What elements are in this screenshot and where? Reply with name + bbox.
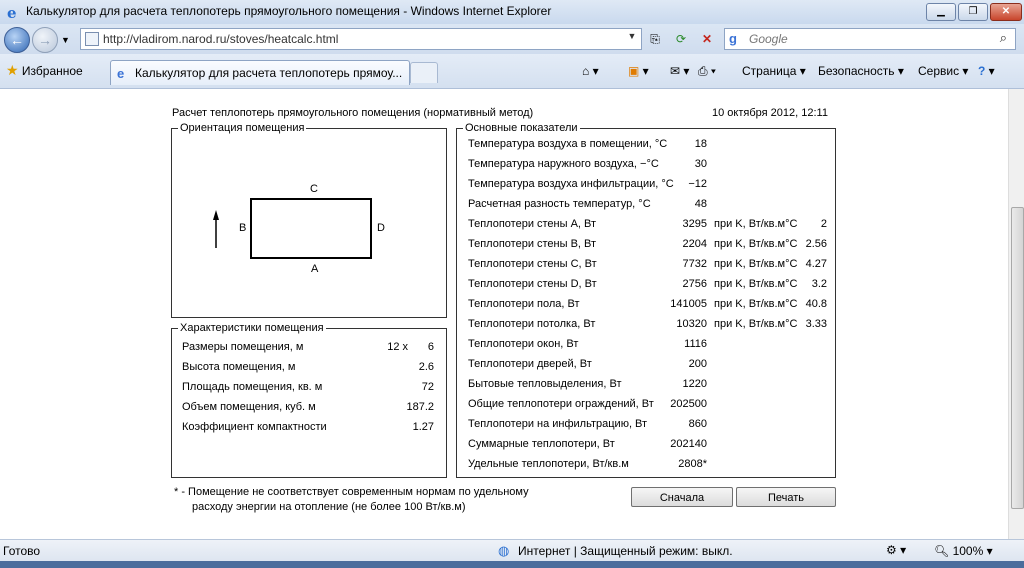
indicator-value: 860 <box>688 418 707 430</box>
url-text[interactable]: http://vladirom.narod.ru/stoves/heatcalc.html <box>103 32 339 46</box>
back-arrow-icon: ← <box>10 32 24 48</box>
indicator-value: 1220 <box>682 378 707 390</box>
indicator-value: 48 <box>694 198 707 210</box>
taskbar-strip <box>0 561 1024 568</box>
status-bar <box>0 539 1024 562</box>
history-dropdown-icon[interactable]: ▼ <box>61 35 70 45</box>
forward-arrow-icon: → <box>38 32 52 48</box>
k-coefficient-label: при K, Вт/кв.м°С <box>714 238 798 250</box>
indicator-label: Удельные теплопотери, Вт/кв.м <box>468 458 629 470</box>
k-coefficient-value: 4.27 <box>805 258 827 270</box>
orientation-legend: Ориентация помещения <box>180 122 305 134</box>
indicator-label: Бытовые тепловыделения, Вт <box>468 378 622 390</box>
indicator-label: Теплопотери дверей, Вт <box>468 358 592 370</box>
indicator-value: 200 <box>688 358 707 370</box>
k-coefficient-value: 3.2 <box>811 278 827 290</box>
maximize-button[interactable]: ❐ <box>958 3 988 21</box>
room-area-label: Площадь помещения, кв. м <box>182 381 323 393</box>
indicator-value: 202140 <box>670 438 707 450</box>
room-area-value: 72 <box>421 381 434 393</box>
orientation-diagram <box>205 180 395 280</box>
zoom-control[interactable]: 🔍︎ 100% ▾ <box>934 544 993 558</box>
new-tab-button[interactable] <box>410 62 438 83</box>
document-date: 10 октября 2012, 12:11 <box>712 107 828 119</box>
indicator-label: Суммарные теплопотери, Вт <box>468 438 615 450</box>
k-coefficient-value: 2.56 <box>805 238 827 250</box>
help-icon[interactable]: ? ▾ <box>978 64 995 78</box>
indicator-label: Общие теплопотери ограждений, Вт <box>468 398 654 410</box>
globe-icon: ◍ <box>498 543 510 558</box>
address-toolbar <box>0 24 1024 54</box>
document-title: Расчет теплопотерь прямоугольного помещения (нормативный метод) <box>172 107 534 119</box>
page-icon <box>85 32 99 46</box>
print-button[interactable]: Печать <box>736 487 836 507</box>
tab-toolbar <box>0 54 1024 89</box>
active-tab[interactable] <box>110 60 410 85</box>
k-coefficient-label: при K, Вт/кв.м°С <box>714 278 798 290</box>
window-title-bar <box>0 0 1024 25</box>
indicator-label: Теплопотери потолка, Вт <box>468 318 596 330</box>
refresh-icon[interactable]: ⟳ <box>675 32 687 46</box>
indicator-value: 1116 <box>684 338 707 350</box>
restart-button[interactable]: Сначала <box>631 487 733 507</box>
indicator-value: 202500 <box>670 398 707 410</box>
tab-title: Калькулятор для расчета теплопотерь прямоу... <box>135 66 403 80</box>
indicator-label: Теплопотери окон, Вт <box>468 338 579 350</box>
page-menu[interactable]: Страница ▾ <box>742 64 806 78</box>
minimize-button[interactable]: ▁ <box>926 3 956 21</box>
k-coefficient-value: 2 <box>820 218 827 230</box>
favorites-button[interactable] <box>6 62 83 79</box>
room-volume-value: 187.2 <box>406 401 434 413</box>
service-menu[interactable]: Сервис ▾ <box>918 64 969 78</box>
compactness-value: 1.27 <box>412 421 434 433</box>
indicator-label: Теплопотери стены B, Вт <box>468 238 597 250</box>
room-length-value: 12 x <box>387 341 408 353</box>
address-dropdown-icon[interactable]: ▼ <box>627 31 637 41</box>
k-coefficient-value: 40.8 <box>805 298 827 310</box>
ie-logo-icon <box>6 4 22 20</box>
indicator-label: Теплопотери пола, Вт <box>468 298 580 310</box>
indicator-label: Расчетная разность температур, °С <box>468 198 651 210</box>
indicator-value: −12 <box>688 178 707 190</box>
svg-text:e: e <box>7 4 17 20</box>
k-coefficient-value: 3.33 <box>805 318 827 330</box>
indicator-value: 3295 <box>682 218 707 230</box>
safety-menu[interactable]: Безопасность ▾ <box>818 64 904 78</box>
rss-feed-icon[interactable]: ▣ ▾ <box>628 64 649 78</box>
indicator-value: 2204 <box>682 238 707 250</box>
favorites-star-icon: ★ <box>6 62 19 78</box>
north-arrow-icon <box>213 210 219 220</box>
indicator-value: 18 <box>694 138 707 150</box>
side-a-label: A <box>311 263 319 275</box>
vertical-scrollbar[interactable] <box>1008 89 1024 539</box>
indicator-value: 2756 <box>682 278 707 290</box>
address-bar[interactable] <box>80 28 642 50</box>
indicator-value: 7732 <box>682 258 707 270</box>
room-width-value: 6 <box>427 341 434 353</box>
back-button[interactable] <box>4 27 30 53</box>
indicator-value: 30 <box>694 158 707 170</box>
footnote-line-2: расходу энергии на отопление (не более 100 Вт/кв.м) <box>192 501 466 513</box>
scrollbar-thumb[interactable] <box>1011 207 1024 509</box>
side-c-label: C <box>310 183 318 195</box>
footnote-line-1: * - Помещение не соответствует современным нормам по удельному <box>174 486 529 498</box>
search-placeholder[interactable]: Google <box>749 32 788 46</box>
k-coefficient-label: при K, Вт/кв.м°С <box>714 298 798 310</box>
search-icon[interactable]: ⌕ <box>999 30 1007 45</box>
room-height-label: Высота помещения, м <box>182 361 296 373</box>
zoom-level: 100% <box>952 544 984 558</box>
forward-button[interactable] <box>32 27 58 53</box>
side-b-label: B <box>239 222 247 234</box>
k-coefficient-label: при K, Вт/кв.м°С <box>714 258 798 270</box>
indicator-label: Теплопотери стены A, Вт <box>468 218 597 230</box>
indicator-label: Температура наружного воздуха, −°С <box>468 158 659 170</box>
indicators-legend: Основные показатели <box>465 122 578 134</box>
indicator-value: 2808* <box>678 458 707 470</box>
room-height-value: 2.6 <box>418 361 434 373</box>
indicator-label: Температура воздуха инфильтрации, °С <box>468 178 674 190</box>
room-volume-label: Объем помещения, куб. м <box>182 401 316 413</box>
k-coefficient-label: при K, Вт/кв.м°С <box>714 218 798 230</box>
tab-ie-icon: e <box>117 66 125 81</box>
mail-icon[interactable]: ✉ ▾ <box>670 64 690 78</box>
favorites-label: Избранное <box>21 64 83 78</box>
indicator-label: Теплопотери на инфильтрацию, Вт <box>468 418 648 430</box>
indicator-label: Температура воздуха в помещении, °С <box>468 138 668 150</box>
room-dimensions-label: Размеры помещения, м <box>182 341 304 353</box>
print-icon[interactable]: ⎙ ▾ <box>698 64 716 78</box>
room-legend: Характеристики помещения <box>180 322 324 334</box>
room-rectangle <box>251 199 371 258</box>
google-icon: g <box>729 31 737 46</box>
home-icon[interactable]: ⌂ ▾ <box>582 64 599 78</box>
close-window-button[interactable]: ✕ <box>990 3 1022 21</box>
search-box[interactable] <box>724 28 1016 50</box>
indicator-value: 141005 <box>670 298 707 310</box>
indicator-label: Теплопотери стены C, Вт <box>468 258 597 270</box>
indicator-label: Теплопотери стены D, Вт <box>468 278 597 290</box>
indicator-value: 10320 <box>676 318 707 330</box>
protected-mode-icon[interactable]: ⚙ ▾ <box>886 543 907 557</box>
compatibility-icon[interactable]: ⎘ <box>650 32 660 46</box>
k-coefficient-label: при K, Вт/кв.м°С <box>714 318 798 330</box>
status-text: Готово <box>3 544 41 558</box>
stop-icon[interactable]: ✕ <box>701 32 713 46</box>
compactness-label: Коэффициент компактности <box>182 421 327 433</box>
window-title: Калькулятор для расчета теплопотерь прямоугольного помещения - Windows Internet Explorer <box>26 4 552 18</box>
security-zone-text[interactable]: Интернет | Защищенный режим: выкл. <box>518 544 733 558</box>
side-d-label: D <box>377 222 385 234</box>
